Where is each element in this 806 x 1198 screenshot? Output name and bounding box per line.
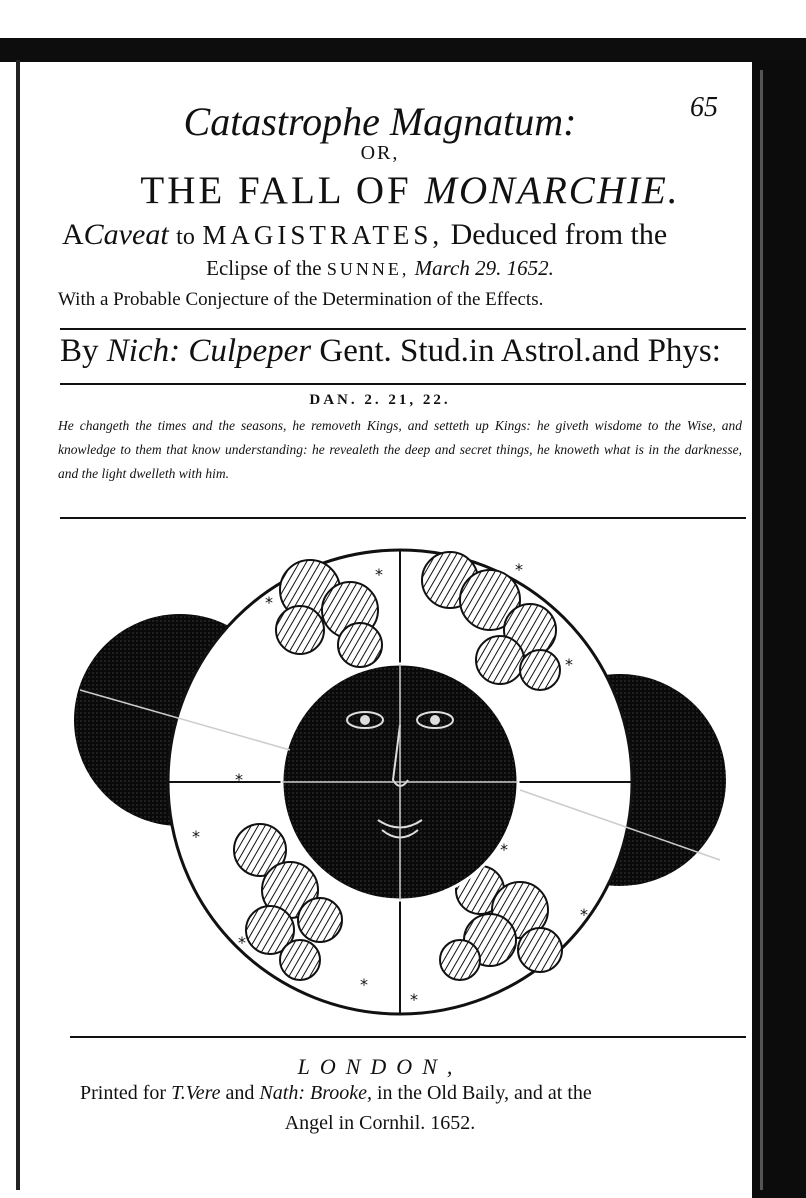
svg-text:*: * bbox=[375, 565, 383, 584]
page-number: 65 bbox=[690, 92, 718, 123]
rule-2 bbox=[60, 383, 746, 385]
conjecture-line: With a Probable Conjecture of the Determination of the Effects. bbox=[58, 289, 544, 310]
eclipse-woodcut-illustration bbox=[60, 520, 750, 1030]
svg-text:*: * bbox=[238, 933, 246, 952]
svg-text:*: * bbox=[265, 593, 273, 612]
caveat-d: MAGISTRATES, bbox=[202, 220, 444, 250]
svg-text:*: * bbox=[235, 770, 243, 789]
page-left-border bbox=[16, 60, 20, 1190]
by-c: Gent. Stud.in Astrol.and Phys: bbox=[319, 333, 721, 369]
svg-text:*: * bbox=[360, 975, 368, 994]
printed-d: Nath: Brooke, bbox=[259, 1082, 372, 1104]
title-catastrophe: Catastrophe Magnatum: bbox=[183, 99, 577, 144]
by-b: Nich: Culpeper bbox=[106, 333, 312, 369]
eclipse-line bbox=[0, 256, 760, 281]
eclipse-a: Eclipse of the bbox=[206, 256, 322, 280]
printed-b: T.Vere bbox=[171, 1082, 221, 1104]
rule-4 bbox=[70, 1036, 746, 1038]
main-title-a: THE FALL OF bbox=[140, 169, 412, 212]
scripture-reference: DAN. 2. 21, 22. bbox=[309, 392, 451, 408]
main-title-b: MONARCHIE. bbox=[424, 169, 680, 212]
imprint-printed bbox=[80, 1082, 740, 1105]
printed-e: in the Old Baily, and at the bbox=[377, 1082, 592, 1104]
svg-text:*: * bbox=[515, 560, 523, 579]
svg-text:*: * bbox=[192, 827, 200, 846]
caveat-a: A bbox=[62, 218, 84, 251]
caveat-line bbox=[62, 218, 762, 252]
author-line bbox=[60, 333, 760, 370]
eclipse-b: SUNNE, bbox=[326, 259, 410, 279]
imprint-london: LONDON, bbox=[297, 1054, 463, 1079]
rule-1 bbox=[60, 328, 746, 330]
svg-text:*: * bbox=[565, 655, 573, 674]
imprint-angel: Angel in Cornhil. 1652. bbox=[284, 1112, 476, 1134]
svg-text:*: * bbox=[500, 840, 508, 859]
svg-text:*: * bbox=[580, 905, 588, 924]
rule-3 bbox=[60, 517, 746, 519]
scan-top-border bbox=[0, 38, 806, 62]
caveat-e: Deduced from the bbox=[450, 218, 668, 251]
printed-c: and bbox=[225, 1082, 255, 1104]
eclipse-c: March 29. 1652. bbox=[414, 256, 554, 280]
caveat-b: Caveat bbox=[83, 218, 169, 251]
printed-a: Printed for bbox=[80, 1082, 167, 1104]
by-a: By bbox=[60, 333, 99, 369]
main-title bbox=[70, 168, 750, 213]
title-or: OR, bbox=[360, 142, 400, 164]
scripture-verse: He changeth the times and the seasons, he removeth Kings, and setteth up Kings: he giveth wisdome to the Wise, and knowledge to them that know understanding: he revealeth the deep and secret things, he knoweth what is in the darknesse, and the light dwelleth with him. bbox=[58, 418, 742, 481]
caveat-c: to bbox=[176, 224, 195, 250]
svg-text:*: * bbox=[410, 990, 418, 1009]
